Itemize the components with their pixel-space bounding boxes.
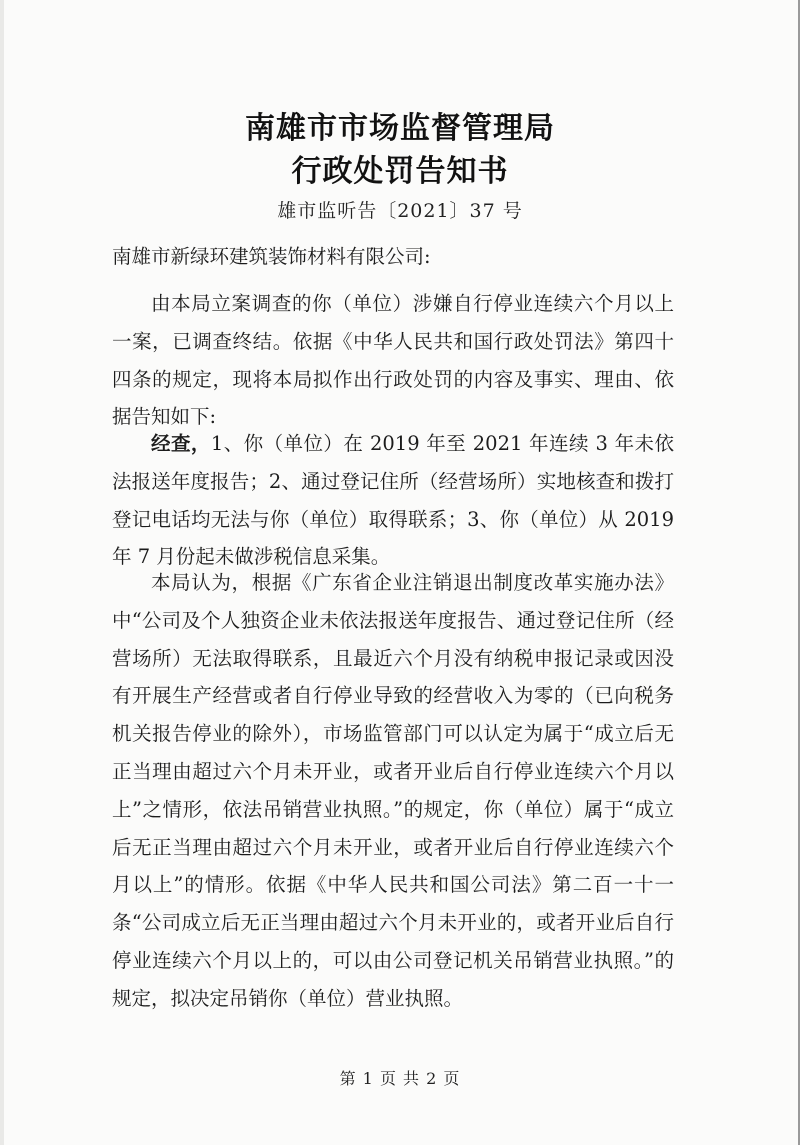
paragraph-findings	[112, 425, 674, 576]
document-title: 行政处罚告知书	[291, 154, 509, 189]
findings-lead: 经查，	[151, 432, 211, 455]
findings-body: 1、你（单位）在 2019 年至 2021 年连续 3 年未依法报送年度报告；2、通过登记住所（经营场所）实地核查和拨打登记电话均无法与你（单位）取得联系；3、你（单位）从 2019 年 7 月份起未做涉税信息采集。	[112, 432, 674, 569]
paragraph-reasoning: 本局认为，根据《广东省企业注销退出制度改革实施办法》中“公司及个人独资企业未依法报送年度报告、通过登记住所（经营场所）无法取得联系，且最近六个月没有纳税申报记录或因没有开展生产经营或者自行停业导致的经营收入为零的（已向税务机关报告停业的除外），市场监管部门可以认定为属于“成立后无正当理由超过六个月未开业，或者开业后自行停业连续六个月以上”之情形，依法吊销营业执照。”的规定，你（单位）属于“成立后无正当理由超过六个月未开业，或者开业后自行停业连续六个月以上”的情形。依据《中华人民共和国公司法》第二百一十一条“公司成立后无正当理由超过六个月未开业的，或者开业后自行停业连续六个月以上的，可以由公司登记机关吊销营业执照。”的规定，拟决定吊销你（单位）营业执照。	[112, 571, 674, 1010]
agency-title: 南雄市市场监督管理局	[245, 111, 555, 146]
paragraph-intro: 由本局立案调查的你（单位）涉嫌自行停业连续六个月以上一案，已调查终结。依据《中华人民共和国行政处罚法》第四十四条的规定，现将本局拟作出行政处罚的内容及事实、理由、依据告知如下:	[112, 292, 674, 429]
document-number: 雄市监听告〔2021〕37 号	[277, 200, 523, 222]
page-indicator: 第 1 页 共 2 页	[339, 1069, 461, 1088]
addressee: 南雄市新绿环建筑装饰材料有限公司:	[112, 245, 431, 268]
